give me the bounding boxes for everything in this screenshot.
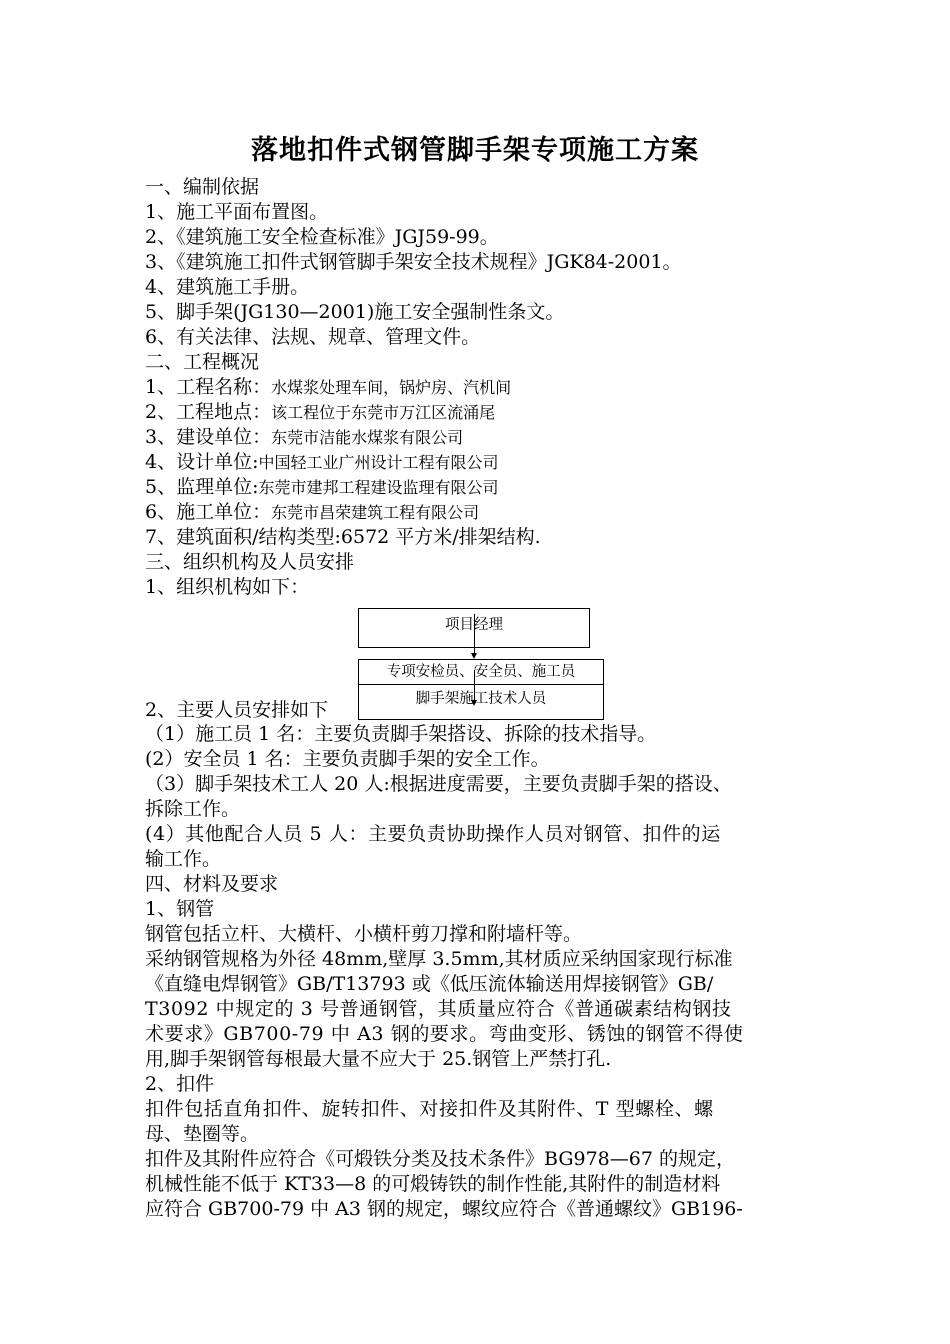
basis-item-5: 5、脚手架(JG130—2001)施工安全强制性条文。 — [145, 301, 565, 323]
overview-label: 5、监理单位: — [145, 476, 259, 498]
materials-pipe-text: T3092 中规定的 3 号普通钢管，其质量应符合《普通碳素结构钢技 — [145, 998, 732, 1020]
overview-item-supervisor — [145, 475, 499, 500]
materials-fastener-text: 机械性能不低于 KT33—8 的可煅铸铁的制作性能,其附件的制造材料 — [145, 1173, 721, 1195]
materials-pipe-heading: 1、钢管 — [145, 898, 215, 920]
staffing-item-3: （3）脚手架技术工人 20 人:根据进度需要，主要负责脚手架的搭设、 — [145, 773, 732, 795]
overview-item-area: 7、建筑面积/结构类型:6572 平方米/排架结构. — [145, 526, 541, 548]
overview-item-name — [145, 375, 511, 400]
overview-item-location — [145, 400, 495, 425]
staffing-item-4-cont: 输工作。 — [145, 848, 222, 870]
org-box-project-manager: 项目经理 — [358, 608, 590, 648]
org-box-safety-staff: 专项安检员、安全员、施工员 — [358, 659, 604, 685]
materials-fastener-text: 母、垫圈等。 — [145, 1123, 260, 1145]
section-heading-overview: 二、工程概况 — [145, 351, 260, 373]
materials-fastener-text: 扣件及其附件应符合《可煅铁分类及技术条件》BG978—67 的规定， — [145, 1148, 735, 1170]
section-heading-organization: 三、组织机构及人员安排 — [145, 551, 355, 573]
overview-item-owner — [145, 425, 463, 450]
org-connector — [474, 614, 475, 656]
overview-value: 该工程位于东莞市万江区流涌尾 — [271, 403, 496, 422]
basis-item-4: 4、建筑施工手册。 — [145, 276, 310, 298]
overview-value: 东莞市昌荣建筑工程有限公司 — [271, 503, 480, 522]
overview-label: 3、建设单位： — [145, 426, 272, 448]
staffing-item-2: (2）安全员 1 名：主要负责脚手架的安全工作。 — [145, 748, 550, 770]
document-title: 落地扣件式钢管脚手架专项施工方案 — [251, 135, 699, 166]
staffing-intro: 2、主要人员安排如下 — [145, 699, 329, 721]
materials-pipe-text: 钢管包括立杆、大横杆、小横杆剪刀撑和附墙杆等。 — [145, 923, 583, 945]
basis-item-1: 1、施工平面布置图。 — [145, 201, 329, 223]
section-heading-basis: 一、编制依据 — [145, 176, 260, 198]
overview-label: 1、工程名称： — [145, 376, 272, 398]
section-heading-materials: 四、材料及要求 — [145, 873, 279, 895]
staffing-item-4: (4）其他配合人员 5 人：主要负责协助操作人员对钢管、扣件的运 — [145, 823, 721, 845]
materials-fastener-heading: 2、扣件 — [145, 1073, 215, 1095]
overview-label: 6、施工单位： — [145, 501, 272, 523]
overview-value: 水煤浆处理车间，锅炉房、汽机间 — [271, 378, 512, 397]
overview-item-contractor — [145, 500, 479, 525]
overview-label: 2、工程地点： — [145, 401, 272, 423]
materials-pipe-text: 用,脚手架钢管每根最大量不应大于 25.钢管上严禁打孔. — [145, 1048, 612, 1070]
org-intro: 1、组织机构如下： — [145, 576, 310, 598]
materials-pipe-text: 《直缝电焊钢管》GB/T13793 或《低压流体输送用焊接钢管》GB/ — [145, 973, 714, 995]
staffing-item-3-cont: 拆除工作。 — [145, 798, 241, 820]
basis-item-6: 6、有关法律、法规、规章、管理文件。 — [145, 326, 481, 348]
materials-fastener-text: 扣件包括直角扣件、旋转扣件、对接扣件及其附件、T 型螺栓、螺 — [145, 1098, 714, 1120]
org-box-technicians: 脚手架施工技术人员 — [358, 684, 604, 720]
basis-item-3: 3、《建筑施工扣件式钢管脚手架安全技术规程》JGK84-2001。 — [145, 251, 682, 273]
overview-item-designer — [145, 450, 499, 475]
staffing-item-1: （1）施工员 1 名：主要负责脚手架搭设、拆除的技术指导。 — [145, 723, 657, 745]
overview-value: 东莞市洁能水煤浆有限公司 — [271, 428, 464, 447]
basis-item-2: 2、《建筑施工安全检查标准》JGJ59-99。 — [145, 226, 499, 248]
overview-value: 中国轻工业广州设计工程有限公司 — [258, 453, 499, 472]
materials-pipe-text: 采纳钢管规格为外径 48mm,壁厚 3.5mm,其材质应采纳国家现行标准 — [145, 948, 733, 970]
overview-label: 4、设计单位: — [145, 451, 259, 473]
overview-value: 东莞市建邦工程建设监理有限公司 — [258, 478, 499, 497]
materials-pipe-text: 术要求》GB700-79 中 A3 钢的要求。弯曲变形、锈蚀的钢管不得使 — [145, 1023, 744, 1045]
materials-fastener-text: 应符合 GB700-79 中 A3 钢的规定，螺纹应符合《普通螺纹》GB196- — [145, 1198, 743, 1220]
